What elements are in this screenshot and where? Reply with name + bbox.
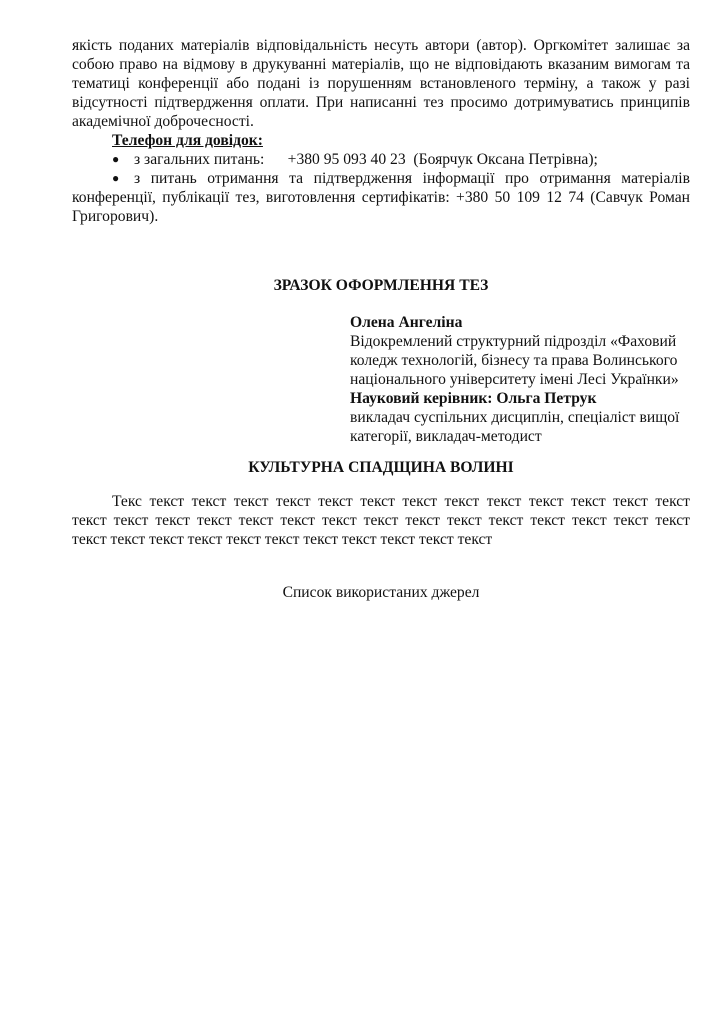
contact-item-text: конференції, публікації тез, виготовлення сертифікатів: +380 50 109 12 74 (Савчук Роман — [72, 189, 690, 206]
contact-item — [72, 150, 690, 169]
contacts-heading: Телефон для довідок: — [112, 132, 263, 149]
body-line: текст текст текст текст текст текст текст текст текст текст текст текст текст текст текст — [72, 512, 690, 529]
author-block — [350, 313, 695, 446]
contacts-section — [72, 131, 690, 226]
contact-item-text: з питань отримання та підтвердження інформації про отримання матеріалів — [134, 170, 690, 187]
intro-paragraph — [72, 36, 690, 131]
body-line: Текс текст текст текст текст текст текст текст текст текст текст текст текст текст — [112, 493, 690, 510]
paragraph-line: відсутності підтвердження оплати. При написанні тез просимо дотримуватись принципів — [72, 94, 690, 111]
affiliation-line: національного університету імені Лесі Українки» — [350, 371, 679, 388]
sample-title: ЗРАЗОК ОФОРМЛЕННЯ ТЕЗ — [273, 277, 489, 294]
paragraph-line: якість поданих матеріалів відповідальність несуть автори (автор). Оргкомітет залишає за — [72, 37, 690, 54]
references-heading: Список використаних джерел — [282, 584, 480, 601]
body-line: текст текст текст текст текст текст текст текст текст текст текст — [72, 531, 493, 548]
paragraph-line: академічної доброчесності. — [72, 113, 254, 130]
bullet-icon: ● — [112, 152, 120, 166]
bullet-icon: ● — [112, 171, 120, 185]
affiliation-line: Відокремлений структурний підрозділ «Фаховий — [350, 333, 677, 350]
paragraph-line: тематиці конференції або подані із порушенням встановленого терміну, а також у разі — [72, 75, 690, 92]
thesis-title: КУЛЬТУРНА СПАДЩИНА ВОЛИНІ — [248, 459, 514, 476]
contact-item-text: з загальних питань: +380 95 093 40 23 (Боярчук Оксана Петрівна); — [134, 151, 598, 168]
paragraph-line: собою право на відмову в друкуванні матеріалів, що не відповідають вказаним вимогам та — [72, 56, 690, 73]
supervisor-line: викладач суспільних дисциплін, спеціаліст вищої — [350, 409, 680, 426]
author-name: Олена Ангеліна — [350, 314, 463, 331]
contact-item-text: Григорович). — [72, 208, 159, 225]
supervisor-line: категорії, викладач-методист — [350, 428, 542, 445]
thesis-body — [72, 492, 690, 549]
contact-item — [72, 169, 690, 188]
supervisor-name: Науковий керівник: Ольга Петрук — [350, 390, 597, 407]
affiliation-line: коледж технологій, бізнесу та права Волинського — [350, 352, 678, 369]
